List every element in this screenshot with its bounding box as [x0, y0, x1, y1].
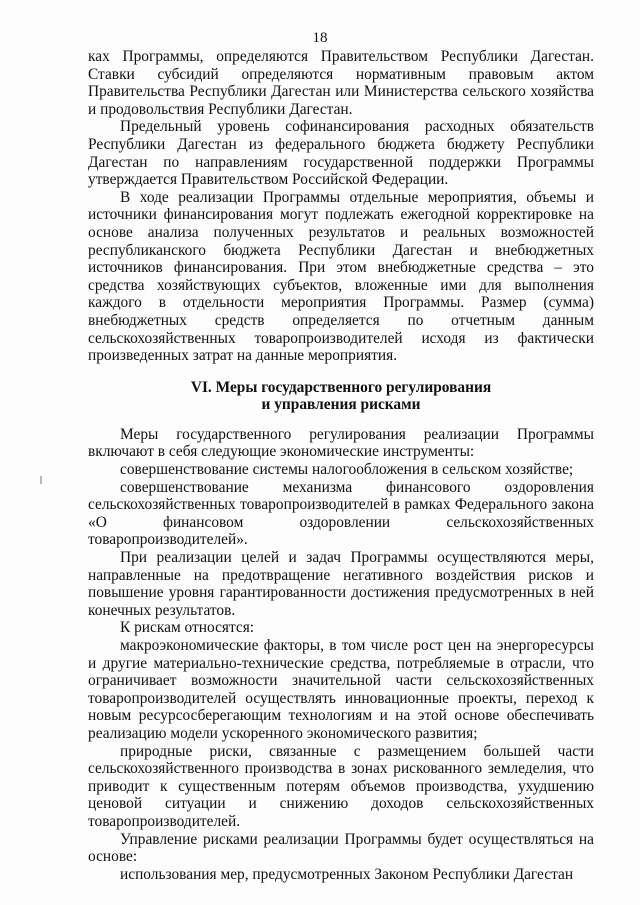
paragraph: В ходе реализации Программы отдельные мероприятия, объемы и источники финансирования могут подлежать ежегодной корректировке на основе анализа полученных результатов и реальных возможностей республиканского бюджета Республики Дагестан и внебюджетных источников финансирования. При этом внебюджетные средства – это средства хозяйствующих субъектов, вложенные ими для выполнения каждого в отдельности мероприятия Программы. Размер (сумма) внебюджетных средств определяется по отчетным данным сельскохозяйственных товаропроизводителей исходя из фактически произведенных затрат на данные мероприятия.: [88, 188, 594, 365]
list-item: макроэкономические факторы, в том числе рост цен на энергоресурсы и другие материально-технические средства, потребляемые в отрасли, что ограничивает возможности значительной части сельскохозяйственных товаропроизводителей осуществлять инновационные проекты, переход к новым ресурсосберегающим технологиям и на этой основе обеспечивать реализацию модели ускоренного экономического развития;: [88, 637, 594, 742]
list-item: совершенствование механизма финансового оздоровления сельскохозяйственных товаропроизводителей в рамках Федерального закона «О финансовом оздоровлении сельскохозяйственных товаропроизводителей».: [88, 478, 594, 549]
document-body: [88, 48, 594, 883]
page-number: 18: [312, 30, 328, 46]
scan-mark: [40, 476, 42, 484]
paragraph: ках Программы, определяются Правительством Республики Дагестан. Ставки субсидий определяются нормативным правовым актом Правительства Республики Дагестан или Министерства сельского хозяйства и продовольствия Республики Дагестан.: [88, 48, 594, 118]
paragraph: К рискам относятся:: [120, 619, 255, 637]
paragraph: При реализации целей и задач Программы осуществляются меры, направленные на предотвращение негативного воздействия рисков и повышение уровня гарантированности достижения предусмотренных в ней конечных результатов.: [88, 549, 594, 619]
paragraph: Меры государственного регулирования реализации Программы включают в себя следующие экономические инструменты:: [88, 425, 594, 461]
paragraph: Управление рисками реализации Программы будет осуществляться на основе:: [88, 830, 594, 866]
section-heading-line-1: VI. Меры государственного регулирования: [190, 378, 492, 396]
section-heading: [88, 379, 594, 414]
paragraph: Предельный уровень софинансирования расходных обязательств Республики Дагестан из федерального бюджета бюджету Республики Дагестан по направлениям государственной поддержки Программы утверждается Правительством Российской Федерации.: [88, 118, 594, 189]
section-heading-line-2: и управления рисками: [261, 396, 421, 414]
list-item: совершенствование системы налогообложения в сельском хозяйстве;: [120, 461, 574, 479]
list-item: использования мер, предусмотренных Законом Республики Дагестан: [120, 865, 574, 883]
list-item: природные риски, связанные с размещением большей части сельскохозяйственного производства в зонах рискованного земледелия, что приводит к существенным потерям объемов производства, ухудшению ценовой ситуации и снижению доходов сельскохозяйственных товаропроизводителей.: [88, 742, 594, 830]
